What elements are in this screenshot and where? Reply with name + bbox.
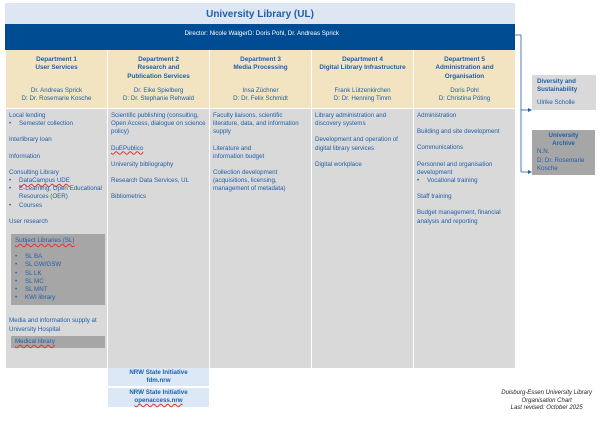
nrw-fdm-box (108, 368, 209, 386)
text-item: Duisburg-Essen University Library (501, 390, 592, 396)
dept-deputy: D: Christina Pöting (438, 95, 491, 103)
text-item: Digital workplace (315, 160, 362, 168)
subject-libraries-box (11, 234, 105, 305)
director-deputies: D: Doris Pohl, Dr. Andreas Sprick (247, 30, 339, 37)
text-item: fdm.nrw (146, 377, 171, 385)
chart-title: University Library (UL) (5, 3, 515, 24)
text-item: • SL GW/GSW (15, 261, 101, 269)
text-item: Local lending (9, 112, 46, 119)
text-item: • Semester collection (9, 120, 104, 128)
text-item: Organisation Chart (521, 397, 572, 404)
text-item: Last revised: October 2025 (510, 405, 583, 411)
director-box (5, 24, 515, 50)
text-item: N.N. (537, 148, 550, 156)
text-item: openaccess.nrw (134, 397, 183, 405)
dept-number: Department 2 (138, 56, 179, 63)
department-4-tasks (311, 108, 413, 368)
dept-name: User Services (35, 64, 78, 72)
footer-caption (501, 390, 592, 413)
dept-number: Department 1 (36, 56, 77, 63)
text-item: Interlibrary loan (9, 136, 52, 144)
text-item: Administration (417, 112, 457, 119)
text-item: DataCampus UDE (19, 177, 70, 185)
department-1-header (5, 50, 107, 108)
dept-deputy: D: Dr. Felix Schmidt (233, 95, 288, 103)
dept-number: Department 3 (240, 56, 281, 63)
text-item: University Archive (548, 132, 579, 148)
diversity-box (532, 75, 596, 110)
dept-head: Dr. Eike Spielberg (133, 87, 184, 94)
text-item: • SL LK (15, 270, 101, 278)
medical-library: Medical library (15, 337, 55, 345)
department-4-header (311, 50, 413, 108)
text-item: NRW State Initiative (129, 369, 188, 376)
text-item: DuEPublico (111, 144, 144, 152)
text-item: • Vocational training (417, 177, 512, 185)
dept-name: Research and Publication Services (127, 64, 190, 80)
connector-lines (514, 30, 534, 180)
department-3-tasks (209, 108, 311, 368)
dept-deputy: D: Dr. Rosemarie Kosche (21, 95, 92, 103)
text-item: Staff training (417, 193, 452, 201)
text-item: Collection development (acquisitions, licensing, management of metadata) (213, 169, 286, 193)
text-item: • SL BA (15, 253, 101, 261)
nrw-openaccess-box (108, 388, 209, 407)
text-item: Development and operation of digital library services (315, 136, 398, 152)
department-5-header (413, 50, 515, 108)
text-item: • E-Learning, Open Educational Resources (OER) (9, 185, 104, 201)
text-item: Bibliometrics (111, 193, 147, 201)
text-item: Research Data Services, UL (111, 177, 190, 185)
text-item: NRW State Initiative (129, 389, 188, 396)
dept-name: Digital Library Infrastructure (319, 64, 406, 72)
text-item: Scientific publishing (consulting, Open Access, dialogue on science policy) (111, 112, 206, 136)
text-item: • SL MC (15, 278, 101, 286)
text-item: Personnel and organisation development (417, 160, 493, 176)
dept-head: Dr. Andreas Sprick (30, 87, 83, 94)
dept-name: Administration and Organisation (435, 64, 494, 80)
text-item: Budget management, financial analysis and reporting (417, 209, 501, 225)
text-item: Building and site development (417, 128, 500, 136)
text-item: D: Dr. Rosemarie Kosche (537, 156, 585, 172)
text-item: Consulting Library (9, 168, 59, 176)
text-item: Subject Libraries (SL) (15, 237, 75, 245)
text-item: Literature and information budget (213, 144, 265, 160)
dept-number: Department 5 (444, 56, 485, 63)
department-2-tasks (107, 108, 209, 368)
text-item: University bibliography (111, 160, 174, 168)
text-item: • KWI library (15, 294, 101, 302)
department-5-tasks (413, 108, 515, 368)
text-item: • SL MNT (15, 286, 101, 294)
text-item: Ulrike Scholle (537, 99, 575, 107)
text-item: Media and information supply at University Hospital (9, 317, 97, 333)
department-2-header (107, 50, 209, 108)
director: Director: Nicole Walger (184, 30, 248, 37)
archive-box (532, 130, 595, 175)
text-item: • Courses (9, 202, 104, 210)
text-item: Faculty liaisons, scientific literature, data, and information supply (213, 112, 299, 136)
dept-deputy: D: Dr. Henning Timm (333, 95, 392, 103)
text-item: Library administration and discovery systems (315, 112, 387, 128)
dept-number: Department 4 (342, 56, 383, 63)
dept-deputy: D: Dr. Stephanie Rehwald (122, 95, 195, 103)
text-item: Diversity and Sustainability (537, 78, 578, 94)
dept-name: Media Processing (233, 64, 288, 72)
dept-head: Insa Züchner (242, 87, 279, 94)
department-1-tasks (5, 108, 107, 368)
text-item: User research (9, 217, 48, 225)
dept-head: Frank Lützenkirchen (334, 87, 391, 94)
text-item: Information (9, 152, 40, 160)
text-item: Communications (417, 144, 464, 152)
dept-head: Doris Pohl (450, 87, 479, 94)
department-3-header (209, 50, 311, 108)
